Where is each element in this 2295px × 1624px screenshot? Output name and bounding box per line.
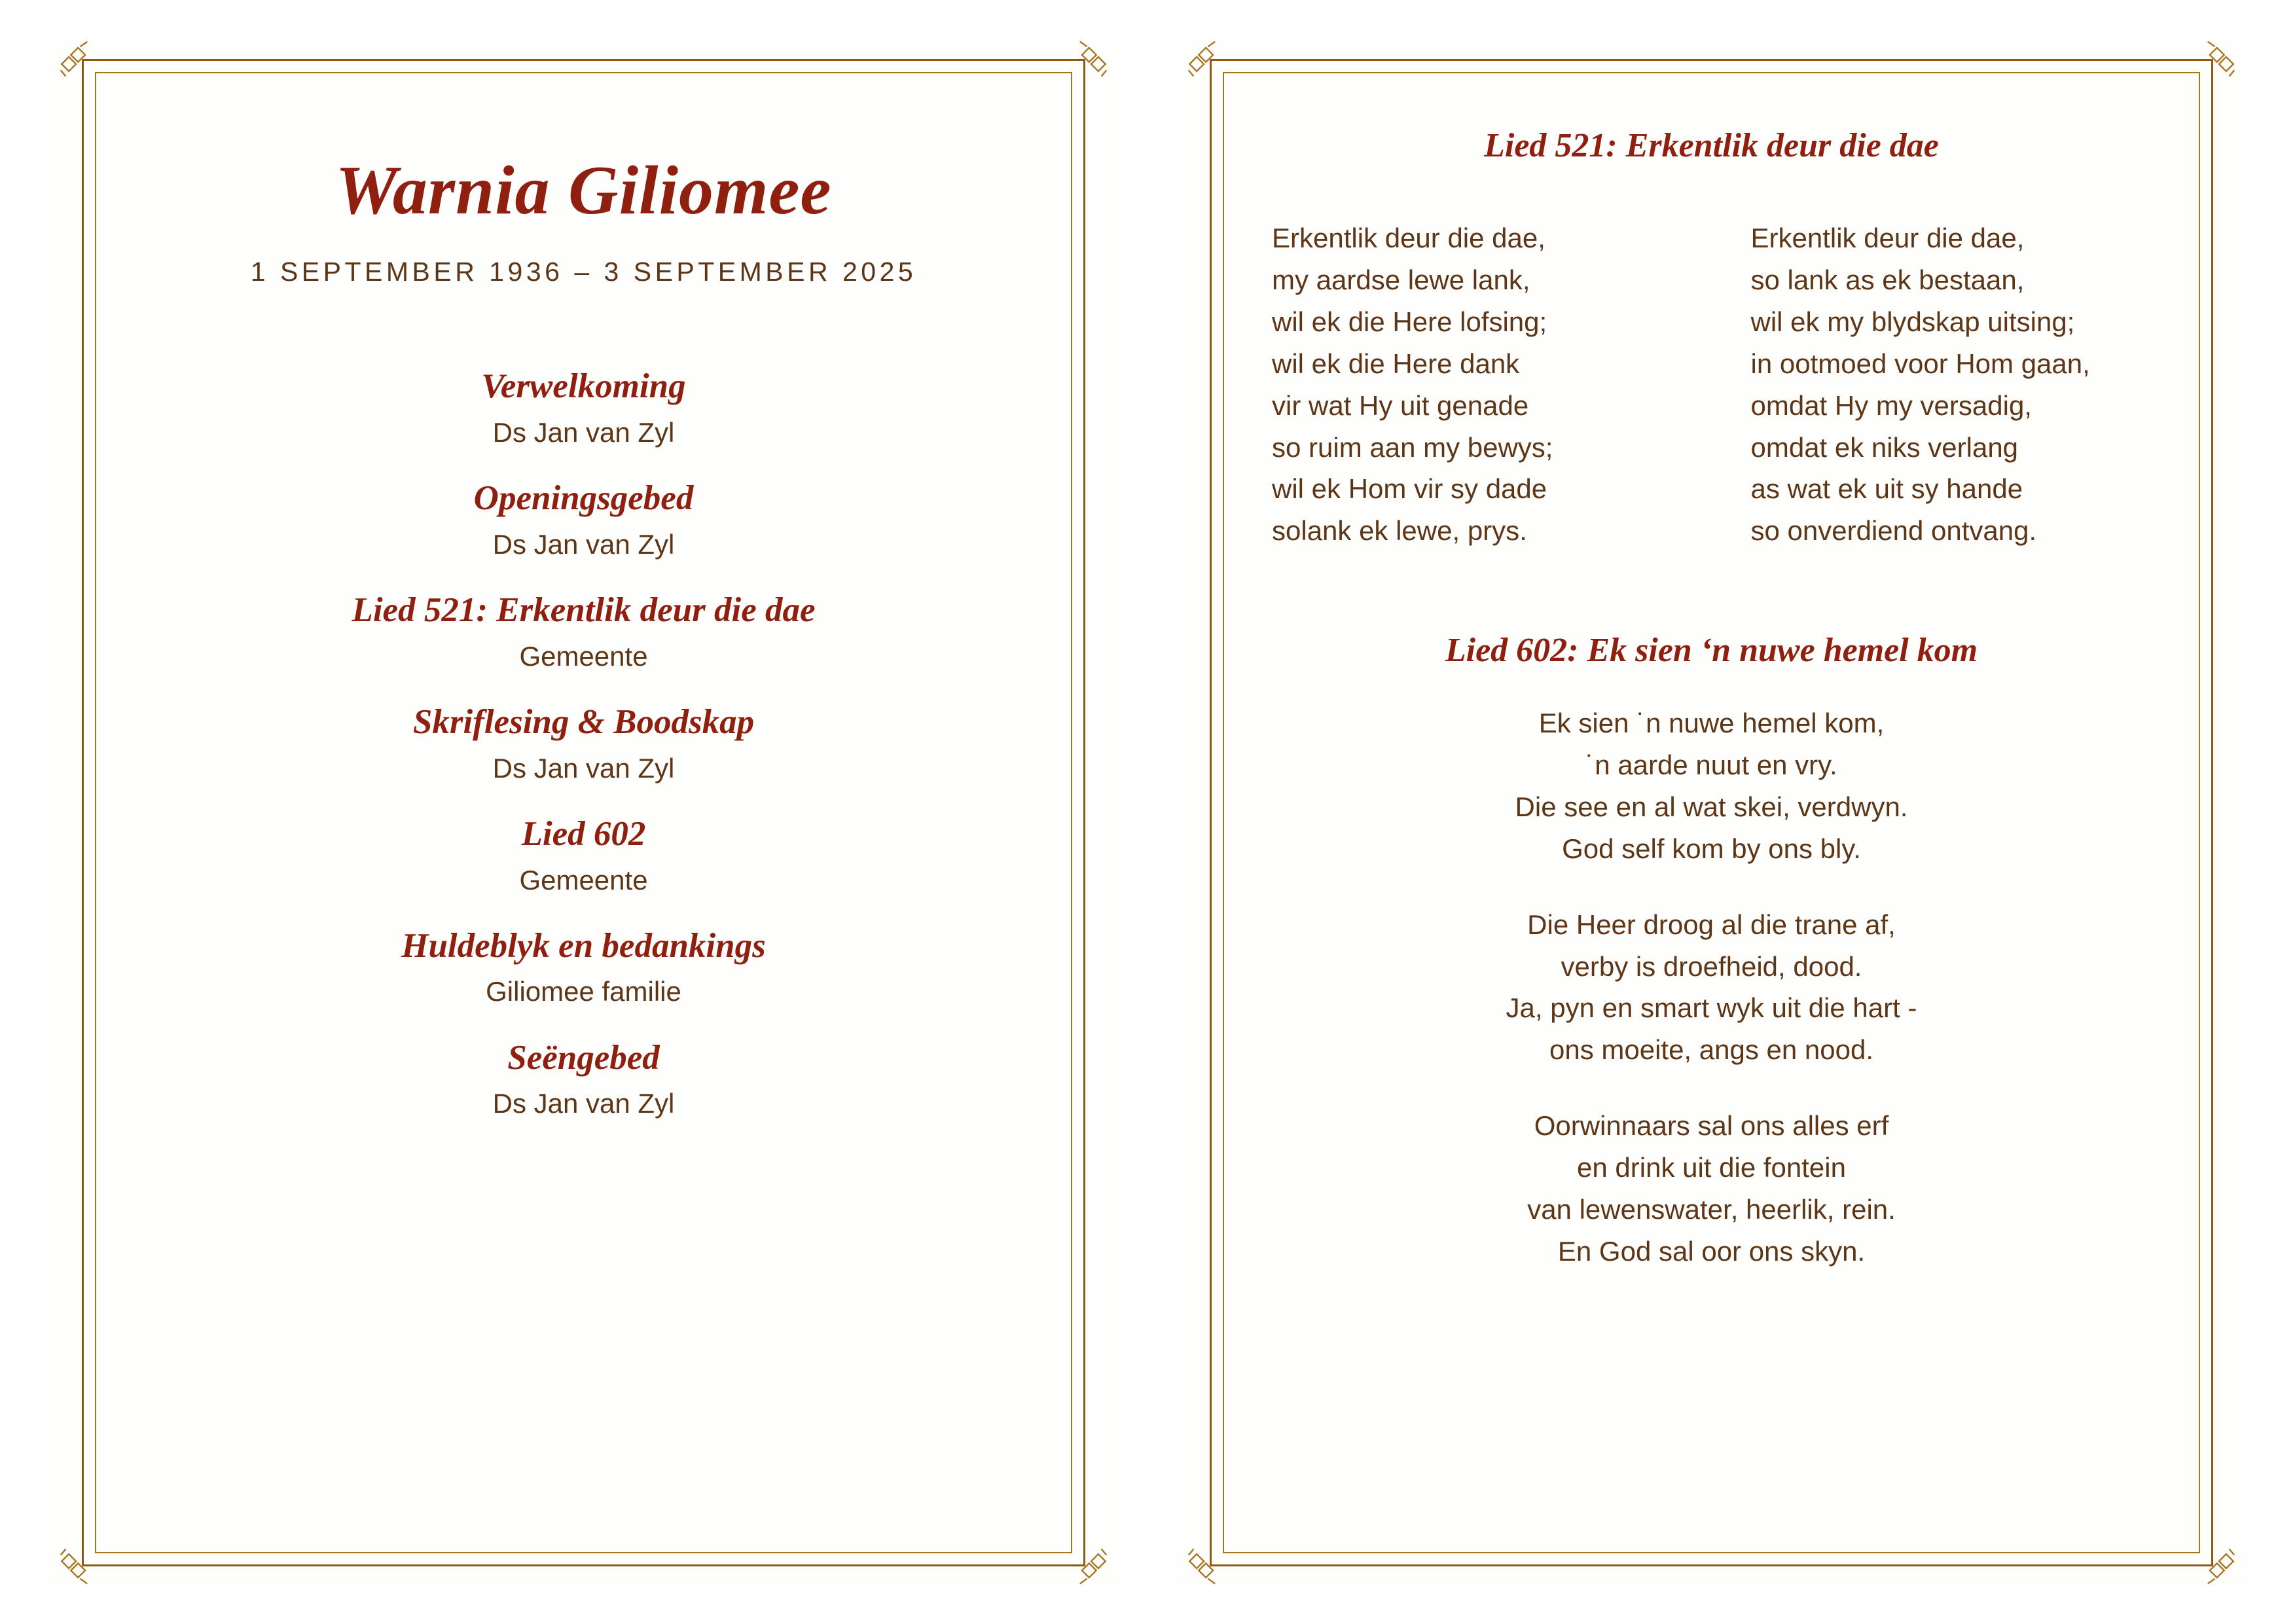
order-item-person: Ds Jan van Zyl — [492, 528, 675, 560]
left-page-content — [118, 98, 1049, 1526]
order-of-service-item — [118, 366, 1049, 449]
verse-line: Die Heer droog al die trane af, — [1527, 909, 1896, 940]
order-item-title: Huldeblyk en bedankings — [401, 926, 766, 965]
verse-line: as wat ek uit sy hande — [1750, 473, 2023, 505]
order-of-service-item — [118, 478, 1049, 561]
verse-line: in ootmoed voor Hom gaan, — [1750, 348, 2090, 379]
verse-line: Erkentlik deur die dae, — [1750, 223, 2025, 254]
verse-line: vir wat Hy uit genade — [1272, 389, 1529, 421]
verse-line: van lewenswater, heerlik, rein. — [1527, 1193, 1896, 1225]
hymn-602-verses — [1246, 702, 2177, 1272]
verse-line: ons moeite, angs en nood. — [1549, 1034, 1874, 1066]
verse-line: solank ek lewe, prys. — [1272, 515, 1527, 547]
hymn-521-heading: Lied 521: Erkentlik deur die dae — [1484, 127, 1939, 164]
verse-line: Ja, pyn en smart wyk uit die hart - — [1506, 992, 1917, 1024]
verse-line: Die see en al wat skei, verdwyn. — [1515, 791, 1908, 823]
order-item-title: Skriflesing & Boodskap — [412, 703, 755, 742]
right-page — [1174, 39, 2249, 1585]
verse-line: wil ek die Here lofsing; — [1272, 306, 1547, 338]
order-item-title: Seëngebed — [507, 1038, 660, 1077]
order-item-person: Gemeente — [519, 864, 648, 895]
order-item-title: Lied 602 — [521, 814, 646, 853]
verse-line: omdat ek niks verlang — [1750, 431, 2019, 463]
verse-line: so onverdiend ontvang. — [1750, 515, 2037, 547]
verse-line: verby is droefheid, dood. — [1561, 950, 1862, 982]
verse-line: wil ek die Here dank — [1272, 348, 1520, 379]
order-item-title: Lied 521: Erkentlik deur die dae — [352, 591, 816, 630]
hymn-521-column-left — [1272, 217, 1692, 552]
verse-line: so ruim aan my bewys; — [1272, 431, 1553, 463]
deceased-name: Warnia Giliomee — [335, 152, 832, 228]
hymn-521-column-right — [1751, 217, 2171, 552]
order-item-person: Ds Jan van Zyl — [492, 416, 675, 448]
verse-line: God self kom by ons bly. — [1562, 833, 1861, 864]
verse-block — [1246, 702, 2177, 869]
order-of-service-item — [118, 702, 1049, 785]
order-item-person: Giliomee familie — [486, 976, 681, 1007]
verse-line: so lank as ek bestaan, — [1750, 264, 2025, 296]
verse-line: Erkentlik deur die dae, — [1272, 223, 1545, 254]
order-of-service-item — [118, 926, 1049, 1009]
verse-line: en drink uit die fontein — [1577, 1151, 1846, 1183]
verse-line: wil ek Hom vir sy dade — [1272, 473, 1547, 505]
order-item-person: Gemeente — [519, 640, 648, 672]
order-item-title: Verwelkoming — [481, 367, 686, 406]
deceased-dates: 1 SEPTEMBER 1936 – 3 SEPTEMBER 2025 — [250, 257, 917, 287]
verse-line: En God sal oor ons skyn. — [1557, 1235, 1866, 1267]
left-page — [46, 39, 1121, 1585]
verse-line: ˙n aarde nuut en vry. — [1585, 749, 1837, 781]
verse-line: Ek sien ˙n nuwe hemel kom, — [1538, 708, 1885, 739]
order-of-service-item — [118, 814, 1049, 897]
right-page-content — [1246, 98, 2177, 1526]
verse-line: my aardse lewe lank, — [1272, 264, 1530, 296]
order-of-service-list — [118, 366, 1049, 1120]
verse-line: omdat Hy my versadig, — [1750, 389, 2032, 421]
order-of-service-item — [118, 590, 1049, 673]
hymn-521-verses — [1246, 217, 2177, 552]
verse-line: Oorwinnaars sal ons alles erf — [1534, 1110, 1889, 1142]
verse-block — [1246, 1105, 2177, 1272]
hymn-602-heading: Lied 602: Ek sien ‘n nuwe hemel kom — [1445, 632, 1978, 670]
verse-block — [1246, 904, 2177, 1071]
order-item-title: Openingsgebed — [473, 479, 694, 518]
order-item-person: Ds Jan van Zyl — [492, 752, 675, 784]
order-of-service-item — [118, 1038, 1049, 1121]
verse-line: wil ek my blydskap uitsing; — [1750, 306, 2075, 338]
order-item-person: Ds Jan van Zyl — [492, 1088, 675, 1119]
